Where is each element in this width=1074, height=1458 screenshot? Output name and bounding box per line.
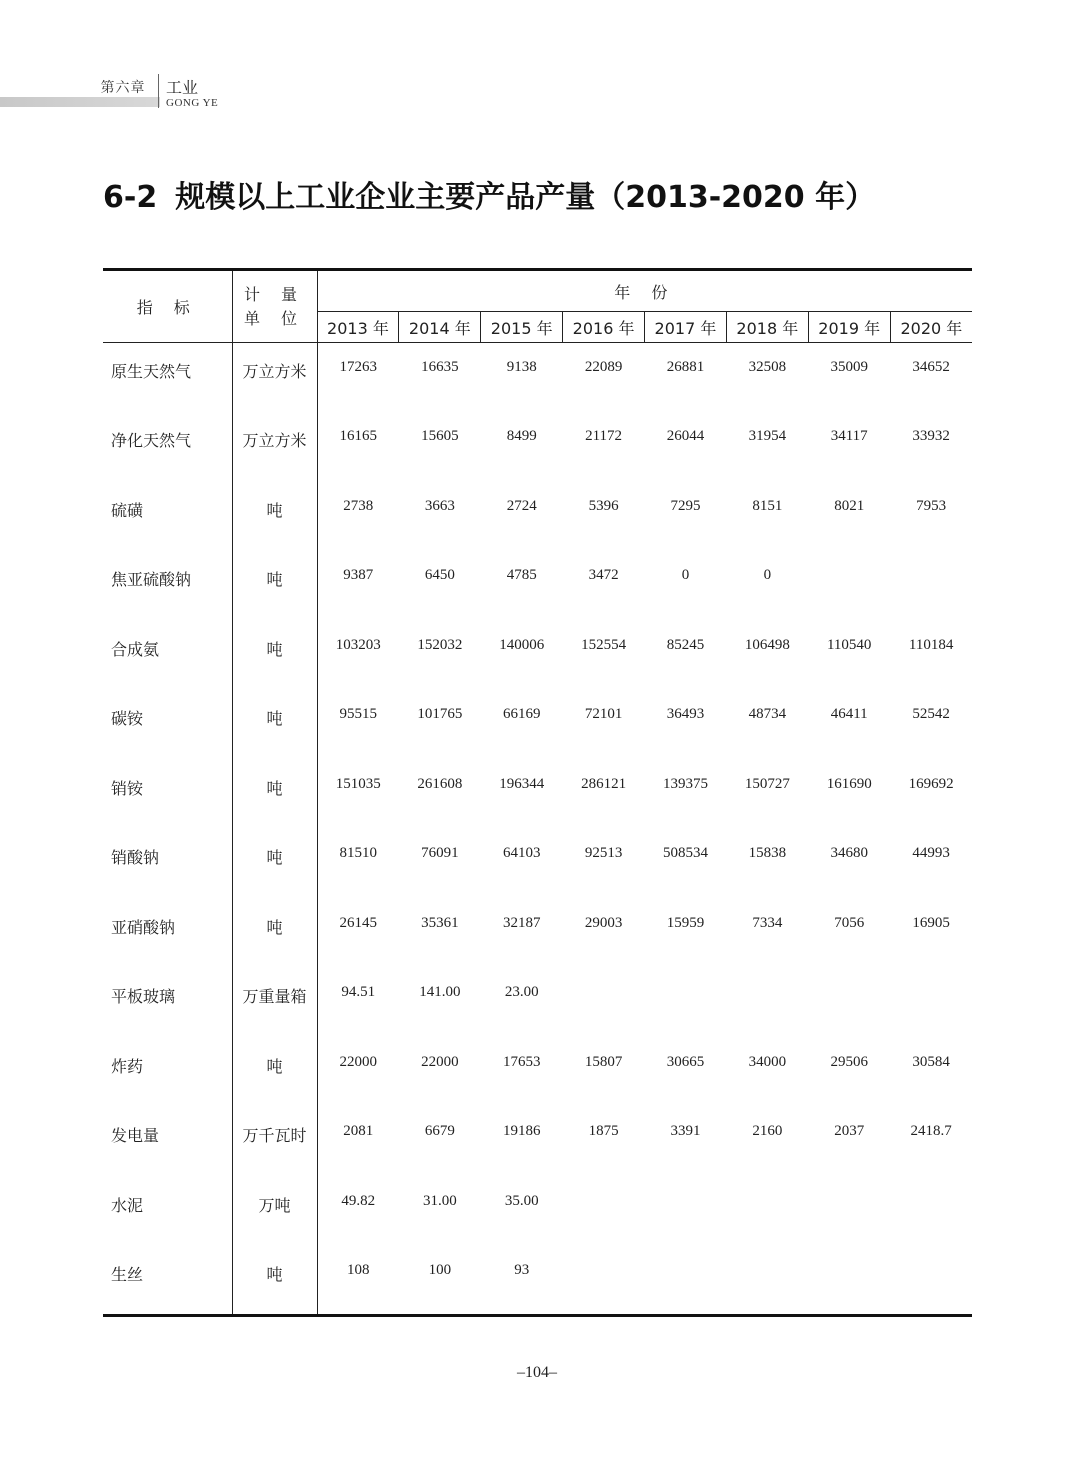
value-cell: 15838 (748, 845, 787, 861)
unit-cell: 吨 (232, 621, 317, 691)
value-cell: 31954 (748, 428, 787, 444)
value-cell: 4785 (506, 567, 537, 583)
value-cell: 0 (681, 567, 690, 583)
indicator-cell: 水泥 (111, 1195, 144, 1215)
value-cell: 103203 (335, 636, 381, 653)
value-cell: 64103 (502, 845, 541, 861)
value-cell: 8151 (752, 497, 783, 514)
unit-cell: 万立方米 (232, 412, 317, 482)
table-row (103, 1177, 972, 1247)
value-cell: 9387 (343, 567, 374, 583)
value-cell (808, 551, 890, 621)
chapter-title: 工业 (166, 78, 199, 97)
value-cell: 44993 (912, 845, 950, 861)
value-cell: 151035 (335, 775, 381, 792)
table-row (103, 899, 972, 969)
value-cell: 94.51 (341, 984, 376, 1000)
value-cell: 110540 (826, 636, 872, 653)
value-cell: 49.82 (341, 1192, 376, 1209)
table-row (103, 551, 972, 621)
unit-cell: 吨 (232, 1246, 317, 1316)
value-cell (645, 968, 727, 1038)
indicator-cell: 合成氨 (111, 639, 160, 659)
value-cell: 35361 (421, 914, 459, 931)
value-cell: 2724 (506, 497, 537, 514)
value-cell: 2738 (343, 497, 374, 514)
year-header-cell: 2019 年 (808, 312, 890, 343)
value-cell: 169692 (908, 775, 954, 792)
value-cell: 16905 (912, 914, 950, 931)
value-cell: 22000 (421, 1053, 459, 1070)
value-cell: 161690 (826, 775, 872, 792)
page-title (103, 172, 875, 216)
value-cell: 36493 (666, 706, 705, 722)
year-header-cell: 2017 年 (645, 312, 727, 343)
value-cell: 106498 (744, 636, 790, 653)
table-row (103, 1246, 972, 1316)
indicator-cell: 硫磺 (111, 500, 144, 520)
value-cell: 100 (399, 1246, 481, 1316)
year-header-cell: 2015 年 (481, 312, 563, 343)
value-cell: 7295 (670, 497, 701, 514)
value-cell: 3663 (424, 497, 455, 514)
value-cell: 7953 (916, 497, 947, 514)
value-cell: 15959 (666, 914, 705, 931)
value-cell (808, 1246, 890, 1316)
unit-cell: 吨 (232, 1038, 317, 1108)
value-cell: 35009 (830, 359, 868, 375)
indicator-cell: 炸药 (111, 1056, 144, 1076)
value-cell: 7334 (752, 914, 783, 931)
value-cell: 196344 (499, 775, 545, 792)
chapter-badge: 第六章 (100, 80, 146, 96)
year-header-cell: 2016 年 (563, 312, 645, 343)
value-cell: 110184 (908, 636, 954, 653)
table-title-text: 规模以上工业企业主要产品产量（2013-2020 年） (175, 180, 876, 215)
header-unit-line2: 单 位 (243, 308, 306, 328)
value-cell: 101765 (417, 706, 463, 722)
value-cell: 140006 (499, 636, 545, 653)
value-cell: 17263 (339, 359, 377, 375)
indicator-cell: 平板玻璃 (111, 987, 176, 1006)
value-cell: 286121 (581, 775, 627, 792)
value-cell: 93 (481, 1246, 563, 1316)
value-cell: 261608 (417, 775, 463, 792)
table-row (103, 760, 972, 830)
indicator-cell: 净化天然气 (111, 431, 192, 450)
year-header-cell: 2013 年 (317, 312, 399, 343)
indicator-cell: 碳铵 (111, 709, 144, 728)
table-row (103, 1038, 972, 1108)
value-cell (726, 1246, 808, 1316)
value-cell (890, 551, 972, 621)
indicator-cell: 销酸钠 (111, 848, 160, 867)
header-indicator: 指 标 (103, 270, 232, 343)
chapter-subtitle: GONG YE (166, 97, 219, 109)
value-cell: 26044 (666, 428, 705, 444)
value-cell: 23.00 (504, 984, 539, 1000)
value-cell: 32187 (502, 914, 541, 931)
table-number: 6-2 (103, 180, 158, 215)
indicator-cell: 原生天然气 (111, 362, 192, 381)
value-cell (726, 968, 808, 1038)
value-cell: 22000 (339, 1053, 377, 1070)
indicator-cell: 销铵 (111, 778, 144, 798)
value-cell: 2037 (834, 1123, 865, 1139)
year-header-cell: 2014 年 (399, 312, 481, 343)
header-decor-bar (0, 97, 160, 107)
value-cell (563, 1177, 645, 1247)
value-cell: 152554 (581, 636, 627, 653)
value-cell: 66169 (502, 706, 541, 722)
value-cell: 2081 (343, 1123, 374, 1139)
value-cell: 46411 (830, 706, 868, 722)
table-body (103, 343, 972, 1316)
product-output-table (103, 268, 972, 1317)
value-cell: 2160 (752, 1123, 783, 1139)
value-cell: 34680 (830, 845, 868, 861)
value-cell: 152032 (417, 636, 463, 653)
value-cell: 8021 (834, 497, 865, 514)
value-cell: 31.00 (422, 1192, 457, 1209)
value-cell: 0 (763, 567, 772, 583)
value-cell: 48734 (748, 706, 787, 722)
value-cell (645, 1246, 727, 1316)
year-header-cell: 2018 年 (726, 312, 808, 343)
value-cell: 3472 (588, 567, 619, 583)
table-row (103, 621, 972, 691)
unit-cell: 万吨 (232, 1177, 317, 1247)
value-cell (808, 968, 890, 1038)
value-cell: 3391 (670, 1123, 701, 1139)
header-unit-line1: 计 量 (243, 284, 306, 304)
unit-cell: 吨 (232, 760, 317, 830)
indicator-cell: 亚硝酸钠 (111, 917, 176, 937)
value-cell: 17653 (502, 1053, 541, 1070)
value-cell: 19186 (502, 1123, 541, 1139)
value-cell: 32508 (748, 359, 787, 375)
value-cell: 22089 (584, 359, 623, 375)
year-header-cell: 2020 年 (890, 312, 972, 343)
indicator-cell: 生丝 (103, 1246, 232, 1316)
value-cell: 1875 (588, 1123, 619, 1139)
value-cell (890, 1246, 972, 1316)
value-cell: 52542 (912, 706, 950, 722)
value-cell: 21172 (585, 428, 623, 444)
table-row (103, 829, 972, 899)
value-cell: 5396 (588, 497, 619, 514)
header-years-group: 年 份 (317, 270, 972, 312)
table-row (103, 968, 972, 1038)
value-cell: 2418.7 (910, 1123, 952, 1139)
value-cell: 139375 (662, 775, 708, 792)
value-cell: 35.00 (504, 1192, 539, 1209)
table-row (103, 690, 972, 760)
unit-cell: 吨 (232, 690, 317, 760)
unit-cell: 吨 (232, 551, 317, 621)
value-cell: 95515 (339, 706, 377, 722)
value-cell: 26145 (339, 914, 377, 931)
value-cell: 15605 (421, 428, 459, 444)
value-cell: 76091 (421, 845, 459, 861)
value-cell (563, 968, 645, 1038)
value-cell: 81510 (339, 845, 377, 861)
unit-cell: 吨 (232, 482, 317, 552)
table-row (103, 1107, 972, 1177)
value-cell (890, 1177, 972, 1247)
value-cell: 508534 (662, 845, 708, 861)
value-cell: 34652 (912, 359, 950, 375)
indicator-cell: 发电量 (111, 1126, 160, 1145)
value-cell: 30665 (666, 1053, 705, 1070)
table-row (103, 482, 972, 552)
header-unit (232, 270, 317, 343)
value-cell (808, 1177, 890, 1247)
unit-cell: 万立方米 (232, 343, 317, 413)
value-cell: 85245 (666, 636, 705, 653)
value-cell (890, 968, 972, 1038)
value-cell (563, 1246, 645, 1316)
table-row (103, 343, 972, 413)
value-cell: 16635 (421, 359, 459, 375)
value-cell: 15807 (584, 1053, 623, 1070)
page-number: –104– (517, 1364, 557, 1381)
value-cell: 6450 (424, 567, 455, 583)
value-cell: 8499 (506, 428, 537, 444)
unit-cell: 吨 (232, 829, 317, 899)
value-cell: 141.00 (419, 984, 461, 1000)
value-cell: 6679 (424, 1123, 455, 1139)
unit-cell: 万千瓦时 (232, 1107, 317, 1177)
value-cell: 29003 (584, 914, 623, 931)
value-cell: 34000 (748, 1053, 787, 1070)
value-cell (726, 1177, 808, 1247)
value-cell: 92513 (584, 845, 623, 861)
value-cell: 26881 (666, 359, 705, 375)
value-cell: 33932 (912, 428, 950, 444)
indicator-cell: 焦亚硫酸钠 (111, 570, 192, 589)
unit-cell: 吨 (232, 899, 317, 969)
value-cell: 150727 (744, 775, 790, 792)
table-row (103, 412, 972, 482)
value-cell: 108 (317, 1246, 399, 1316)
value-cell: 29506 (830, 1053, 868, 1070)
value-cell: 9138 (506, 359, 537, 375)
header-divider (158, 74, 159, 108)
value-cell: 30584 (912, 1053, 950, 1070)
value-cell: 7056 (834, 914, 865, 931)
value-cell: 34117 (830, 428, 868, 444)
value-cell (645, 1177, 727, 1247)
unit-cell: 万重量箱 (232, 968, 317, 1038)
value-cell: 72101 (584, 706, 623, 722)
value-cell: 16165 (339, 428, 377, 444)
